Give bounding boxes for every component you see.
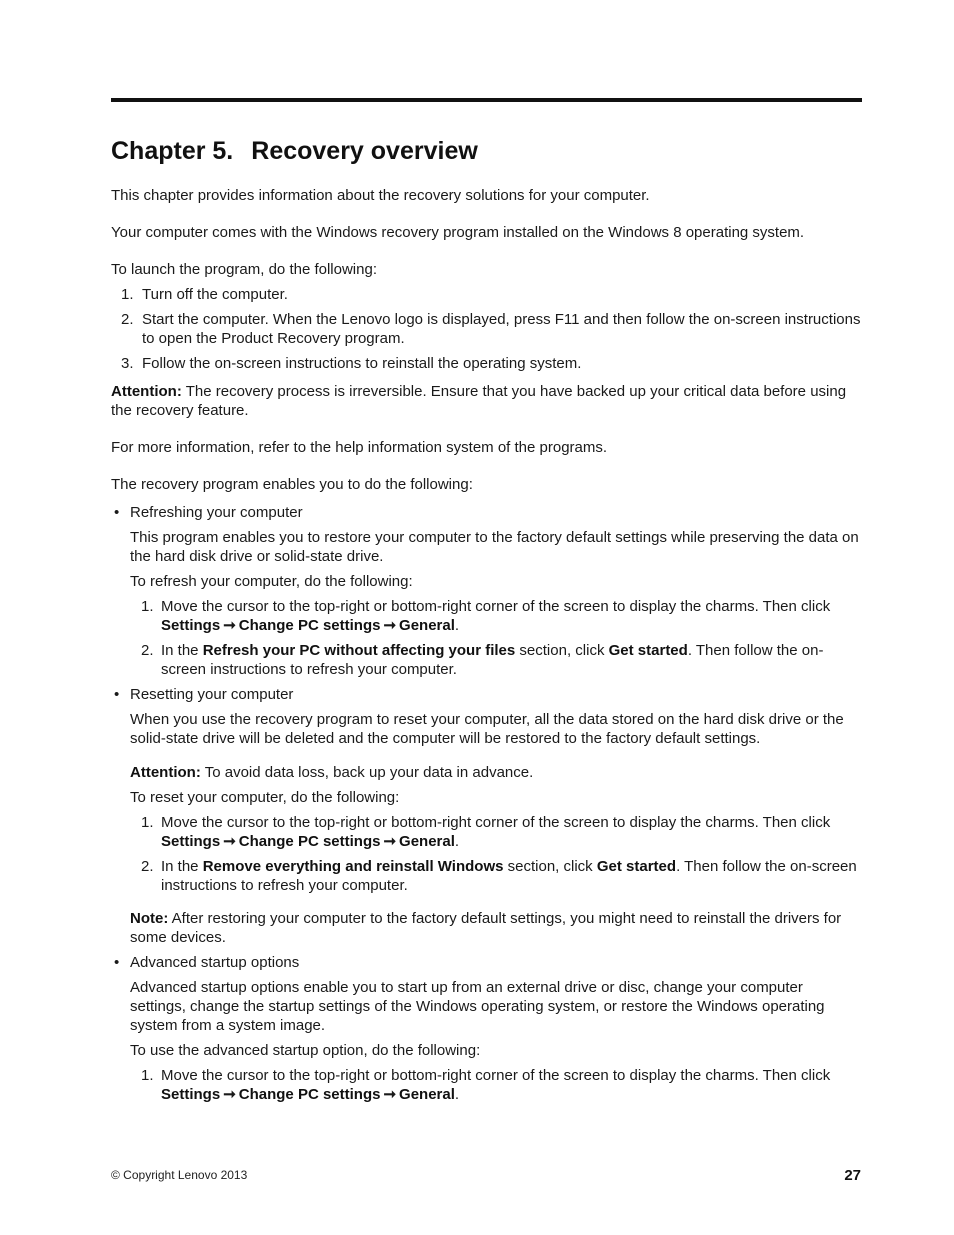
reset-steps — [130, 813, 862, 895]
step-text: . Then follow the on-screen instructions to refresh your computer. — [161, 858, 857, 894]
arrow-right-icon: ➞ — [383, 617, 397, 634]
arrow-right-icon: ➞ — [223, 1086, 236, 1103]
section-name: Refresh your PC without affecting your files — [202, 642, 516, 659]
list-item — [130, 813, 862, 851]
reset-option — [111, 685, 862, 947]
option-lead: To refresh your computer, do the following: — [130, 573, 413, 590]
enables-lead: The recovery program enables you to do the following: — [111, 476, 473, 493]
chapter-body — [111, 186, 862, 1110]
launch-steps — [111, 285, 862, 373]
option-description: Advanced startup options enable you to start up from an external drive or disc, change your computer settings, change the startup settings of the Windows operating system, or restore the Windows operating system from a system image. — [130, 979, 825, 1034]
step-text: . Then follow the on-screen instructions to refresh your computer. — [161, 642, 824, 678]
chapter-label: Chapter 5. — [111, 137, 234, 165]
step-text: Follow the on-screen instructions to reinstall the operating system. — [142, 355, 582, 372]
option-lead: To use the advanced startup option, do the following: — [130, 1042, 481, 1059]
note-label: Note: — [130, 910, 169, 927]
launch-lead: To launch the program, do the following: — [111, 261, 377, 278]
arrow-right-icon: ➞ — [223, 833, 236, 850]
attention-label: Attention: — [111, 383, 182, 400]
menu-path-settings: Settings — [161, 617, 221, 634]
menu-path-general: General — [399, 833, 455, 850]
arrow-right-icon: ➞ — [383, 833, 397, 850]
step-text: section, click — [519, 642, 605, 659]
attention-notice — [111, 382, 862, 420]
list-item — [111, 310, 862, 348]
action-name: Get started — [608, 642, 688, 659]
step-text: . — [454, 617, 460, 634]
step-text: Turn off the computer. — [142, 286, 288, 303]
list-item — [130, 597, 862, 635]
arrow-right-icon: ➞ — [223, 617, 236, 634]
step-number: 2. — [121, 311, 134, 328]
bullet: • — [114, 954, 120, 971]
step-number: 1. — [141, 1067, 154, 1084]
page-number: 27 — [844, 1167, 861, 1184]
step-text: . — [454, 1086, 460, 1103]
note — [130, 909, 862, 947]
recovery-options-list — [111, 503, 862, 1104]
step-text: section, click — [507, 858, 593, 875]
option-description: When you use the recovery program to reset your computer, all the data stored on the hard disk drive or the solid-state drive will be deleted and the computer will be restored to the factory default settings. — [130, 711, 844, 747]
step-text: Start the computer. When the Lenovo logo is displayed, press F11 and then follow the on-screen instructions to open the Product Recovery program. — [142, 311, 861, 347]
menu-path-settings: Settings — [161, 1086, 221, 1103]
step-number: 1. — [141, 598, 154, 615]
option-lead: To reset your computer, do the following: — [130, 789, 400, 806]
list-item — [130, 857, 862, 895]
note-text: After restoring your computer to the factory default settings, you might need to reinstall the drivers for some devices. — [130, 910, 842, 946]
menu-path-change-pc-settings: Change PC settings — [238, 1086, 381, 1103]
more-info-paragraph: For more information, refer to the help information system of the programs. — [111, 439, 608, 456]
step-number: 2. — [141, 642, 154, 659]
refresh-steps — [130, 597, 862, 679]
option-title: Resetting your computer — [130, 686, 294, 703]
section-name: Remove everything and reinstall Windows — [202, 858, 504, 875]
step-text: Move the cursor to the top-right or bottom-right corner of the screen to display the charms. Then click — [161, 598, 831, 615]
footer-copyright: © Copyright Lenovo 2013 — [111, 1168, 248, 1182]
arrow-right-icon: ➞ — [383, 1086, 397, 1103]
menu-path-change-pc-settings: Change PC settings — [238, 617, 381, 634]
advanced-steps — [130, 1066, 862, 1104]
refresh-option — [111, 503, 862, 679]
chapter-title — [111, 136, 478, 166]
advanced-option — [111, 953, 862, 1104]
step-text: In the — [161, 642, 199, 659]
menu-path-general: General — [399, 1086, 455, 1103]
bullet: • — [114, 504, 120, 521]
option-title: Refreshing your computer — [130, 504, 303, 521]
attention-text: To avoid data loss, back up your data in advance. — [204, 764, 534, 781]
step-text: Move the cursor to the top-right or bottom-right corner of the screen to display the charms. Then click — [161, 1067, 831, 1084]
option-description: This program enables you to restore your computer to the factory default settings while preserving the data on the hard disk drive or solid-state drive. — [130, 529, 859, 565]
menu-path-settings: Settings — [161, 833, 221, 850]
step-text: Move the cursor to the top-right or bottom-right corner of the screen to display the charms. Then click — [161, 814, 831, 831]
attention-notice — [130, 763, 862, 782]
step-number: 1. — [141, 814, 154, 831]
menu-path-general: General — [399, 617, 455, 634]
list-item — [111, 285, 862, 304]
list-item — [111, 354, 862, 373]
intro-paragraph: Your computer comes with the Windows recovery program installed on the Windows 8 operating system. — [111, 224, 805, 241]
menu-path-change-pc-settings: Change PC settings — [238, 833, 381, 850]
option-title: Advanced startup options — [130, 954, 300, 971]
action-name: Get started — [596, 858, 677, 875]
attention-label: Attention: — [130, 764, 201, 781]
step-number: 3. — [121, 355, 134, 372]
attention-text: The recovery process is irreversible. Ensure that you have backed up your critical data before using the recovery feature. — [111, 383, 847, 419]
list-item — [130, 641, 862, 679]
step-number: 2. — [141, 858, 154, 875]
chapter-name: Recovery overview — [251, 137, 478, 165]
step-text: In the — [161, 858, 199, 875]
list-item — [130, 1066, 862, 1104]
step-text: . — [454, 833, 460, 850]
step-number: 1. — [121, 286, 134, 303]
chapter-rule — [111, 98, 862, 102]
bullet: • — [114, 686, 120, 703]
intro-paragraph: This chapter provides information about the recovery solutions for your computer. — [111, 187, 650, 204]
